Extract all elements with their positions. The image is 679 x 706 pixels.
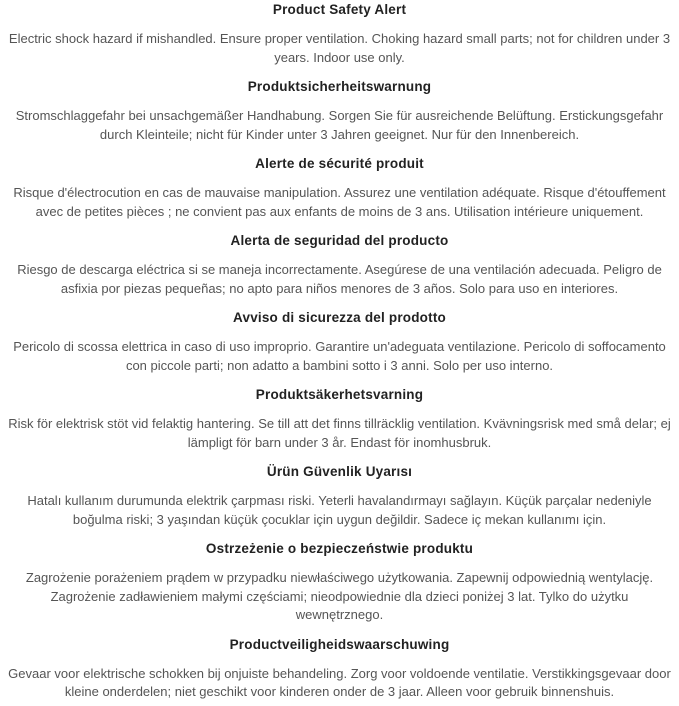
safety-section [8,2,671,67]
safety-section-heading: Alerte de sécurité produit [255,156,424,171]
safety-section-body: Stromschlaggefahr bei unsachgemäßer Handhabung. Sorgen Sie für ausreichende Belüftung. Erstickungsgefahr durch Kleinteile; nicht für Kinder unter 3 Jahren geeignet. Nur für den Innenbereich. [15,108,664,142]
safety-section [8,637,671,702]
safety-section-heading: Ostrzeżenie o bezpieczeństwie produktu [205,541,474,556]
safety-section-heading: Productveiligheidswaarschuwing [229,636,450,652]
safety-section-heading: Product Safety Alert [272,2,407,17]
safety-section-body: Risque d'électrocution en cas de mauvaise manipulation. Assurez une ventilation adéquate. Risque d'étouffement avec de petites pièces ; ne convient pas aux enfants de moins de 3 ans. Utilisation intérieure uniquement. [13,185,666,219]
safety-section [8,156,671,221]
safety-section [8,310,671,375]
safety-section-heading: Produktsicherheitswarnung [247,79,432,94]
safety-section [8,233,671,298]
safety-section [8,464,671,529]
safety-section-heading: Alerta de seguridad del producto [230,233,449,248]
safety-section-body: Gevaar voor elektrische schokken bij onjuiste behandeling. Zorg voor voldoende ventilatie. Verstikkingsgevaar door kleine onderdelen; niet geschikt voor kinderen onder de 3 jaar. Alleen voor gebruik binnenshuis. [8,665,671,699]
safety-section-body: Hatalı kullanım durumunda elektrik çarpması riski. Yeterli havalandırmayı sağlayın. Küçük parçalar nedeniyle boğulma riski; 3 yaşından küçük çocuklar için uygun değildir. Sadece iç mekan kullanımı için. [27,493,652,527]
safety-section [8,387,671,452]
safety-section-body: Risk för elektrisk stöt vid felaktig hantering. Se till att det finns tillräcklig ventilation. Kvävningsrisk med små delar; ej lämpligt för barn under 3 år. Endast för inomhusbruk. [8,416,671,450]
safety-section-body: Pericolo di scossa elettrica in caso di uso improprio. Garantire un'adeguata ventilazione. Pericolo di soffocamento con piccole parti; non adatto a bambini sotto i 3 anni. Solo per uso interno. [13,339,666,373]
safety-section-heading: Avviso di sicurezza del prodotto [233,310,446,325]
safety-section-body: Riesgo de descarga eléctrica si se maneja incorrectamente. Asegúrese de una ventilación adecuada. Peligro de asfixia por piezas pequeñas; no apto para niños menores de 3 años. Solo para uso en interiores. [17,262,662,296]
safety-section-heading: Ürün Güvenlik Uyarısı [266,464,413,479]
safety-section-heading: Produktsäkerhetsvarning [255,387,424,402]
safety-section [8,541,671,625]
safety-section-body: Zagrożenie porażeniem prądem w przypadku niewłaściwego użytkowania. Zapewnij odpowiednią wentylację. Zagrożenie zadławieniem małymi częściami; nieodpowiednie dla dzieci poniżej 3 lat. Tylko do użytku wewnętrznego. [25,570,654,622]
safety-section [8,79,671,144]
safety-section-body: Electric shock hazard if mishandled. Ensure proper ventilation. Choking hazard small parts; not for children under 3 years. Indoor use only. [8,31,671,65]
